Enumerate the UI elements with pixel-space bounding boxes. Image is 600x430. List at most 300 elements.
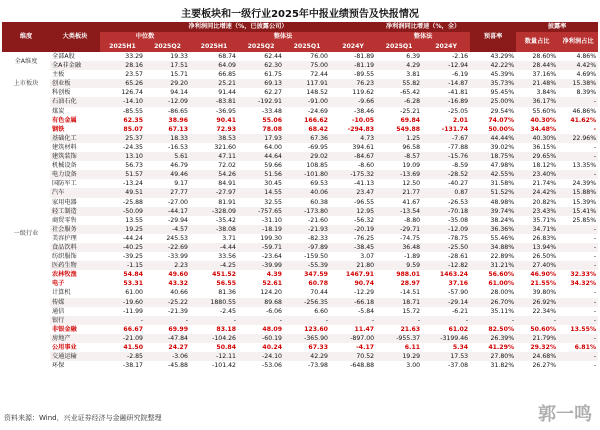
table-cell: 40.30% <box>530 116 557 124</box>
table-cell: -14.51 <box>400 289 421 297</box>
table-cell: 31.58% <box>490 180 515 188</box>
table-row <box>2 152 598 161</box>
table-cell: -39.99 <box>238 261 284 270</box>
table-cell: 83.18 <box>216 325 236 333</box>
table-cell: -81.89 <box>354 53 375 60</box>
header-q1: 2025Q1 <box>284 42 330 52</box>
table-cell: 26.92% <box>516 298 558 307</box>
table-cell: -12.29 <box>354 289 375 297</box>
table-row <box>2 188 598 197</box>
table-cell: 4.73 <box>330 134 376 143</box>
header-group1: 净利润同比增速（%，已披露公司） <box>100 22 376 32</box>
header-y24b: 2024Y <box>422 42 470 52</box>
table-cell: 126.74 <box>121 89 143 97</box>
table-cell: 24.27 <box>168 344 188 351</box>
table-cell: -14.10 <box>100 97 145 106</box>
header-q1b: 2025Q1 <box>376 42 422 52</box>
table-cell: 46.86% <box>572 107 597 115</box>
row-label: 全A非金融 <box>50 61 100 70</box>
table-cell: 2.01 <box>452 116 469 124</box>
table-cell: 8.39% <box>576 89 597 97</box>
table-cell: -89.55 <box>354 71 375 79</box>
table-cell: -26.53 <box>448 198 469 206</box>
table-cell: 65.26 <box>100 79 145 88</box>
table-cell: - <box>593 125 597 133</box>
table-cell: 19.33 <box>170 53 188 60</box>
dim-cell: 一级行业 <box>2 97 50 370</box>
table-cell: - <box>558 261 598 270</box>
table-cell: - <box>593 234 597 242</box>
table-cell: 13.10 <box>100 152 145 161</box>
table-cell: - <box>558 170 598 179</box>
row-label: 汽车 <box>50 188 100 197</box>
table-cell: 90.41 <box>216 116 236 124</box>
table-cell: -4.25 <box>190 261 238 270</box>
table-cell: -2.85 <box>100 352 145 361</box>
table-cell: -22.69 <box>145 243 190 252</box>
table-cell: 34.48% <box>530 125 557 133</box>
table-cell: 12.95 <box>330 207 376 216</box>
table-cell: -16.89 <box>422 97 470 106</box>
table-cell: -20.19 <box>330 225 376 234</box>
table-cell: -24.69 <box>308 107 328 115</box>
table-cell: - <box>593 143 597 151</box>
table-cell: 23.40% <box>516 170 558 179</box>
table-cell: -2.16 <box>452 53 469 60</box>
table-row <box>2 161 598 170</box>
table-cell: -25.05 <box>448 107 469 115</box>
table-cell: 66.67 <box>123 325 143 333</box>
table-cell: -65.42 <box>400 89 421 97</box>
table-cell: 4.42% <box>558 61 598 70</box>
table-cell: 85.07 <box>123 125 143 133</box>
header-overall: 整体法 <box>190 32 376 42</box>
table-cell: -955.37 <box>376 334 422 343</box>
table-cell: 15.38% <box>558 79 598 88</box>
table-cell: 96.58 <box>402 143 421 151</box>
table-cell: -897.00 <box>330 334 376 343</box>
table-cell: 29.54% <box>490 107 515 115</box>
table-cell: 50.60% <box>530 325 557 333</box>
table-cell: 67.33 <box>308 344 328 351</box>
table-cell: 37.16 <box>448 280 469 288</box>
table-cell: 95.45% <box>490 89 515 97</box>
table-cell: -38.08 <box>190 225 238 234</box>
table-cell: - <box>558 152 598 161</box>
table-cell: 4.39 <box>266 271 282 279</box>
table-cell: 21.74% <box>532 180 557 188</box>
table-cell: - <box>593 289 597 297</box>
table-row <box>2 243 598 252</box>
row-label: 石油石化 <box>50 97 100 106</box>
table-cell: 60.78 <box>308 280 328 288</box>
table-cell: 988.01 <box>396 271 421 279</box>
table-cell: 18.75% <box>470 152 516 161</box>
results-table <box>2 22 598 370</box>
table-cell: 12.50 <box>402 180 421 188</box>
table-cell: 50.84 <box>216 344 236 351</box>
table-cell: 21.48% <box>516 79 558 88</box>
table-cell: -85.55 <box>123 107 143 115</box>
table-cell: 28.97 <box>400 280 421 288</box>
table-cell: -33.99 <box>168 253 188 261</box>
table-cell: 0.87 <box>422 188 470 197</box>
dim-cell: 全A维度 <box>2 52 50 70</box>
table-cell: 32.33% <box>570 271 597 279</box>
table-cell: -60.19 <box>238 334 284 343</box>
row-label: 环保 <box>52 362 65 370</box>
table-cell: -173.80 <box>284 207 330 216</box>
table-cell: 124.20 <box>260 289 282 297</box>
table-cell: 27.40% <box>516 261 558 270</box>
row-label: 钢铁 <box>52 125 65 133</box>
table-cell: - <box>558 298 598 307</box>
table-cell: 28.60% <box>532 53 557 60</box>
table-cell: -12.11 <box>190 352 238 361</box>
table-cell: -35.42 <box>216 216 236 224</box>
table-cell: 21.77 <box>376 188 422 197</box>
table-cell: -6.28 <box>376 97 422 106</box>
table-cell: 42.29 <box>284 352 330 361</box>
table-cell: 40.24 <box>262 344 282 351</box>
table-cell: -12.09 <box>145 97 190 106</box>
header-y24: 2024Y <box>330 42 376 52</box>
table-cell: -44.24 <box>123 234 143 242</box>
table-row <box>2 207 598 216</box>
table-cell: 38.53 <box>190 134 238 143</box>
table-cell: 245.53 <box>166 234 188 242</box>
table-cell: 39.02% <box>490 143 515 151</box>
table-cell: 26.39% <box>470 334 516 343</box>
table-cell: 45.39% <box>490 71 515 79</box>
table-cell: -175.32 <box>330 170 376 179</box>
table-cell: - <box>593 362 597 370</box>
table-cell: 49.46 <box>145 170 190 179</box>
table-cell: -4.44 <box>190 243 238 252</box>
page-title: 主要板块和一级行业2025年中报业绩预告及快报情况 <box>181 9 419 20</box>
table-row <box>2 88 598 97</box>
table-cell: -12.09 <box>422 225 470 234</box>
table-cell: 81.91 <box>218 198 236 206</box>
row-label: 建筑装饰 <box>50 152 100 161</box>
table-cell: 1467.91 <box>345 271 375 279</box>
table-cell: -74.75 <box>400 234 421 242</box>
row-label: 国防军工 <box>52 180 77 188</box>
table-cell: 27.77 <box>145 188 190 197</box>
table-row <box>2 325 598 334</box>
table-cell: 46.79 <box>170 162 188 170</box>
table-cell: 35.73% <box>470 79 516 88</box>
table-cell: - <box>284 316 330 325</box>
table-cell: - <box>593 253 597 261</box>
table-cell: -53.06 <box>262 362 282 370</box>
table-cell: - <box>558 334 598 343</box>
table-cell: 18.12% <box>532 162 557 170</box>
table-cell: 108.85 <box>306 162 328 170</box>
table-cell: -28.52 <box>422 170 470 179</box>
table-cell: 25.37 <box>100 134 145 143</box>
table-cell: 62.35 <box>123 116 143 124</box>
table-cell: -38.46 <box>354 107 375 115</box>
table-row <box>2 170 598 179</box>
row-label: 全部A股 <box>52 53 75 60</box>
table-cell: 19.25 <box>100 225 145 234</box>
table-cell: 23.47 <box>330 188 376 197</box>
table-cell: 75.00 <box>284 61 330 70</box>
table-cell: 49.60 <box>168 271 188 279</box>
table-cell: -1.89 <box>404 253 421 261</box>
table-cell: 6.81% <box>574 344 597 351</box>
table-cell: 72.93 <box>216 125 236 133</box>
table-cell: 36.17% <box>516 97 558 106</box>
table-cell: 9.17 <box>174 180 188 188</box>
table-cell: -78.75 <box>448 234 469 242</box>
table-cell: 29.65% <box>516 152 558 161</box>
table-cell: 4.86% <box>576 53 597 60</box>
table-cell: 1880.55 <box>190 298 238 307</box>
header-count-ratio: 数量占比 <box>516 32 558 52</box>
table-row <box>2 234 598 243</box>
table-cell: 74.07% <box>488 116 515 124</box>
table-cell: 67.36 <box>284 134 330 143</box>
table-cell: 70.44 <box>310 289 328 297</box>
table-cell: -57.90 <box>448 289 469 297</box>
table-cell: - <box>145 316 190 325</box>
table-cell: -56.32 <box>354 216 375 224</box>
table-cell: -69.95 <box>308 143 328 151</box>
table-cell: 29.32% <box>530 344 557 351</box>
row-label: 机械设备 <box>52 162 77 170</box>
table-cell: 55.46% <box>490 234 515 242</box>
header-preview-rate: 预喜率 <box>470 22 516 52</box>
table-cell: 28.44% <box>516 61 558 70</box>
table-cell: 21.63 <box>400 325 421 333</box>
table-cell: 32.55 <box>264 198 282 206</box>
table-cell: 3.81 <box>406 71 421 79</box>
table-cell: -25.50 <box>422 243 470 252</box>
table-cell: 94.14 <box>170 89 188 97</box>
table-cell: 5.61 <box>145 152 190 161</box>
table-cell: 11.47 <box>354 325 375 333</box>
table-row <box>2 361 598 370</box>
row-label: 房地产 <box>50 334 100 343</box>
table-cell: 24.68% <box>516 352 558 361</box>
row-label: 轻工制造 <box>50 207 100 216</box>
table-cell: -18.19 <box>238 225 284 234</box>
table-cell: -38.45 <box>330 243 376 252</box>
table-cell: -24.35 <box>123 143 143 151</box>
table-cell: -8.60 <box>358 162 375 170</box>
table-cell: 69.13 <box>238 79 284 88</box>
table-cell: 68.42 <box>308 125 328 133</box>
table-cell: -21.39 <box>168 307 188 315</box>
header-q2b: 2025Q2 <box>238 42 284 52</box>
table-row <box>2 134 598 143</box>
table-row <box>2 97 598 106</box>
header-disclosure: 披露率 <box>516 22 598 32</box>
table-cell: -84.67 <box>330 152 376 161</box>
table-cell: 34.32% <box>570 280 597 288</box>
table-cell: 394.61 <box>352 143 375 151</box>
table-cell: -70.18 <box>422 207 470 216</box>
table-cell: -8.80 <box>404 216 421 224</box>
table-cell: - <box>558 352 598 361</box>
row-label: 银行 <box>50 316 100 325</box>
table-cell: -35.08 <box>448 216 469 224</box>
table-cell: - <box>516 316 558 325</box>
table-cell: 19.29 <box>376 352 422 361</box>
table-cell: 25.85% <box>572 216 597 224</box>
table-cell: 6.11 <box>404 344 421 351</box>
table-cell: -66.18 <box>330 298 376 307</box>
table-cell: 3.00 <box>406 362 421 370</box>
table-cell: 25.21 <box>190 79 238 88</box>
table-cell: -27.00 <box>168 198 188 206</box>
table-cell: 34.71% <box>516 225 558 234</box>
table-cell: -76.25 <box>354 234 375 242</box>
table-cell: -4.17 <box>356 344 375 351</box>
row-label: 商贸零售 <box>52 216 77 224</box>
row-label: 公用事业 <box>52 344 77 351</box>
table-cell: -5.84 <box>358 307 375 315</box>
table-cell: -256.35 <box>284 298 330 307</box>
table-cell: 46.90% <box>530 271 557 279</box>
table-cell: 123.60 <box>304 325 328 333</box>
table-cell: -25.22 <box>145 298 190 307</box>
table-cell: 36.15% <box>532 143 557 151</box>
table-row <box>2 252 598 261</box>
table-cell: 22.89% <box>490 253 515 261</box>
table-cell: 321.60 <box>214 143 236 151</box>
table-row <box>2 52 598 61</box>
table-cell: 13.94% <box>516 243 558 252</box>
table-cell: -192.91 <box>238 97 284 106</box>
table-cell: -11.99 <box>123 307 143 315</box>
table-cell: 23.57 <box>125 71 143 79</box>
table-cell: 21.55% <box>530 280 557 288</box>
table-cell: 26.70% <box>470 298 516 307</box>
table-cell: 21.79% <box>516 334 558 343</box>
table-cell: 41.62% <box>570 116 597 124</box>
table-cell: 49.51 <box>100 188 145 197</box>
table-cell: 119.62 <box>352 89 375 97</box>
table-cell: 6.60 <box>314 307 328 315</box>
table-cell: -21.93 <box>284 225 330 234</box>
table-cell: -4.57 <box>145 225 190 234</box>
table-cell: 26.50% <box>532 253 557 261</box>
table-cell: 55.82 <box>376 79 422 88</box>
table-cell: 62.27 <box>264 89 282 97</box>
table-cell: 56.73 <box>125 162 143 170</box>
table-cell: 44.64 <box>238 152 284 161</box>
table-row <box>2 298 598 307</box>
table-cell: 69.99 <box>168 325 188 333</box>
table-row <box>2 125 598 134</box>
table-cell: 72.02 <box>218 162 236 170</box>
table-cell: 48.98% <box>490 198 515 206</box>
table-cell: 60.38 <box>310 198 328 206</box>
table-cell: -9.66 <box>330 97 376 106</box>
table-row <box>2 225 598 234</box>
table-cell: 35.11% <box>490 307 515 315</box>
table-cell: 13.55 <box>125 216 143 224</box>
table-cell: -13.24 <box>123 180 143 188</box>
table-cell: 91.44 <box>218 89 236 97</box>
table-cell: -44.17 <box>145 207 190 216</box>
table-cell: 61.75 <box>264 71 282 79</box>
table-cell: 82.50% <box>488 325 515 333</box>
table-cell: -328.09 <box>190 207 238 216</box>
row-label: 非银金融 <box>52 325 77 333</box>
table-cell: 31.21% <box>470 261 516 270</box>
table-row <box>2 79 598 88</box>
table-cell: -29.71 <box>376 225 422 234</box>
table-row <box>2 107 598 116</box>
table-cell: -8.59 <box>452 162 469 170</box>
table-cell: 89.68 <box>238 298 284 307</box>
table-cell: -3.06 <box>145 352 190 361</box>
table-cell: -14.87 <box>422 79 470 88</box>
table-cell: 36.48 <box>376 243 422 252</box>
header-h1: 2025H1 <box>100 42 145 52</box>
table-cell: 15.72 <box>402 307 421 315</box>
table-cell: -2.45 <box>219 307 236 315</box>
table-cell: -33.48 <box>262 107 282 115</box>
table-cell: 6.39 <box>406 53 421 60</box>
table-cell: 48.09 <box>262 325 282 333</box>
table-cell: 41.50 <box>123 344 143 351</box>
table-cell: -39.25 <box>123 253 143 261</box>
row-label: 交通运输 <box>50 352 100 361</box>
table-cell: - <box>470 316 516 325</box>
table-cell: 29.20 <box>145 79 190 88</box>
row-label: 医药生物 <box>50 261 100 270</box>
table-cell: 30.45 <box>264 180 282 188</box>
table-cell: -8.57 <box>376 152 422 161</box>
table-cell: -6.19 <box>452 71 469 79</box>
table-cell: 3.71 <box>222 234 236 242</box>
row-label: 传媒 <box>50 298 100 307</box>
table-cell: - <box>558 225 598 234</box>
table-cell: 19.09 <box>402 162 421 170</box>
table-cell: 37.16% <box>532 71 557 79</box>
table-cell: 13.55% <box>570 325 597 333</box>
row-label: 科创板 <box>52 89 71 97</box>
table-cell: -159.50 <box>304 253 328 261</box>
table-cell: 17.53 <box>422 352 470 361</box>
table-cell: -82.33 <box>308 234 328 242</box>
source-note: 资料来源：Wind，兴业证券经济与金融研究院整理 <box>4 414 162 422</box>
row-label: 主板 <box>52 71 65 79</box>
table-cell: 61.02 <box>448 325 469 333</box>
table-cell: 27.80% <box>470 352 516 361</box>
table-cell: -91.00 <box>284 97 330 106</box>
table-cell: 22.34% <box>532 307 557 315</box>
table-cell: -101.80 <box>284 170 330 179</box>
table-cell: -96.55 <box>354 198 375 206</box>
table-cell: -757.65 <box>238 207 284 216</box>
table-cell: 1463.24 <box>439 271 469 279</box>
table-cell: -40.27 <box>448 180 469 188</box>
table-cell: 18.33 <box>145 134 190 143</box>
table-cell: 4.29 <box>376 61 422 70</box>
table-cell: 33.56 <box>218 253 236 261</box>
table-cell: -23.64 <box>262 253 282 261</box>
table-cell: 59.66 <box>264 162 282 170</box>
table-cell: -27.97 <box>190 188 238 197</box>
table-cell: 28.16 <box>100 61 145 70</box>
row-label: 电子 <box>52 280 65 288</box>
